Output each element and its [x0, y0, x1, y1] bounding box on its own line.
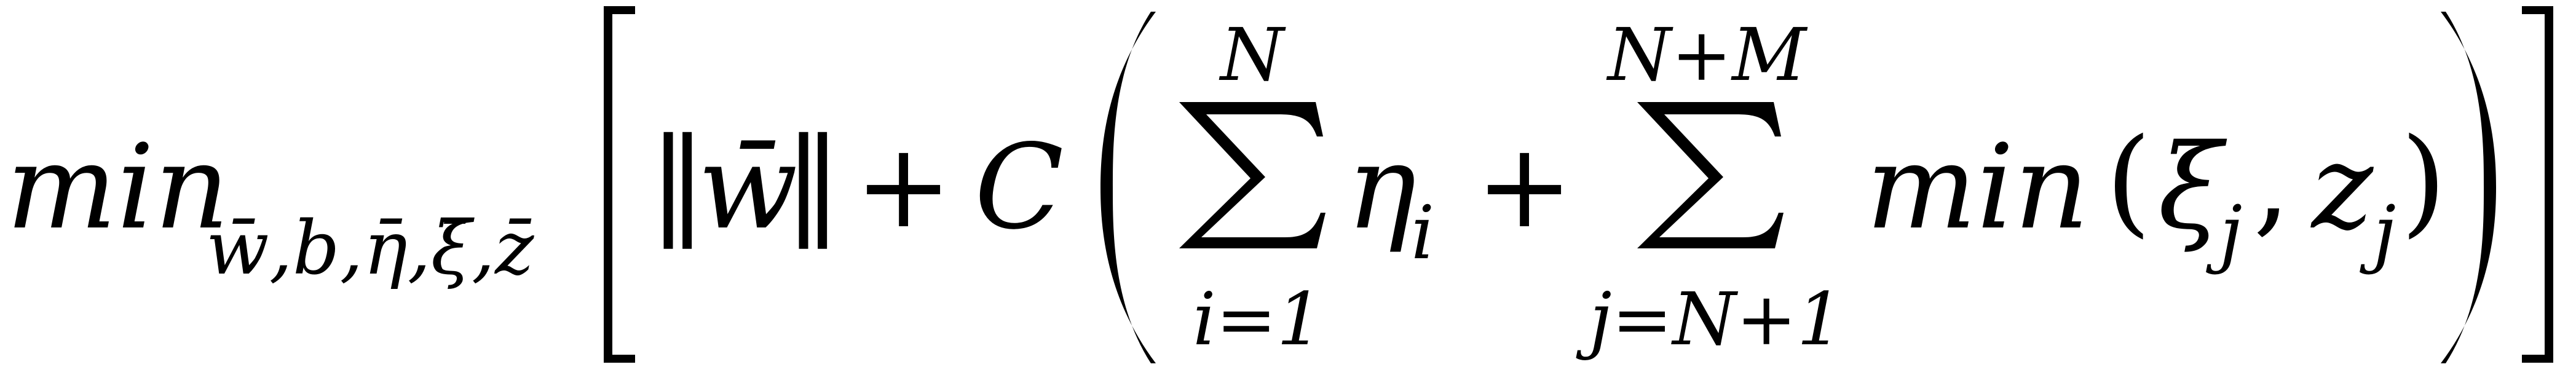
comma: ,: [2253, 113, 2291, 249]
z-index: j: [2373, 191, 2396, 276]
left-parenthesis-large: [1094, 9, 1162, 366]
min-subscript: w̄,b,η̄,ξ̄,z̄: [206, 206, 534, 291]
sum-1-upper-limit: N: [1220, 12, 1284, 97]
constant-C: C: [974, 119, 1064, 255]
z: z: [2312, 119, 2374, 255]
xi: ξ: [2158, 119, 2222, 255]
open-paren-small: (: [2106, 113, 2152, 249]
right-parenthesis-large: [2435, 9, 2502, 366]
norm-close: ‖: [784, 113, 842, 249]
plus-sign-1: +: [855, 118, 953, 254]
sum-2-lower-limit: j=N+1: [1589, 277, 1843, 361]
min-function: min: [1866, 119, 2090, 255]
summation-sign-2: [1632, 98, 1786, 252]
eta-index: i: [1411, 191, 1435, 276]
right-square-bracket: [2508, 6, 2558, 363]
summation-sign-1: [1174, 98, 1328, 252]
w-bar: w̄: [698, 119, 798, 255]
close-paren-small: ): [2401, 113, 2447, 249]
xi-index: j: [2219, 191, 2243, 276]
norm-open: ‖: [649, 113, 707, 249]
plus-sign-2: +: [1476, 118, 1574, 254]
sum-2-upper-limit: N+M: [1608, 12, 1806, 97]
sum-1-lower-limit: i=1: [1193, 277, 1323, 361]
eta: η: [1346, 119, 1416, 255]
min-operator: min: [6, 119, 230, 255]
left-square-bracket: [599, 6, 649, 363]
